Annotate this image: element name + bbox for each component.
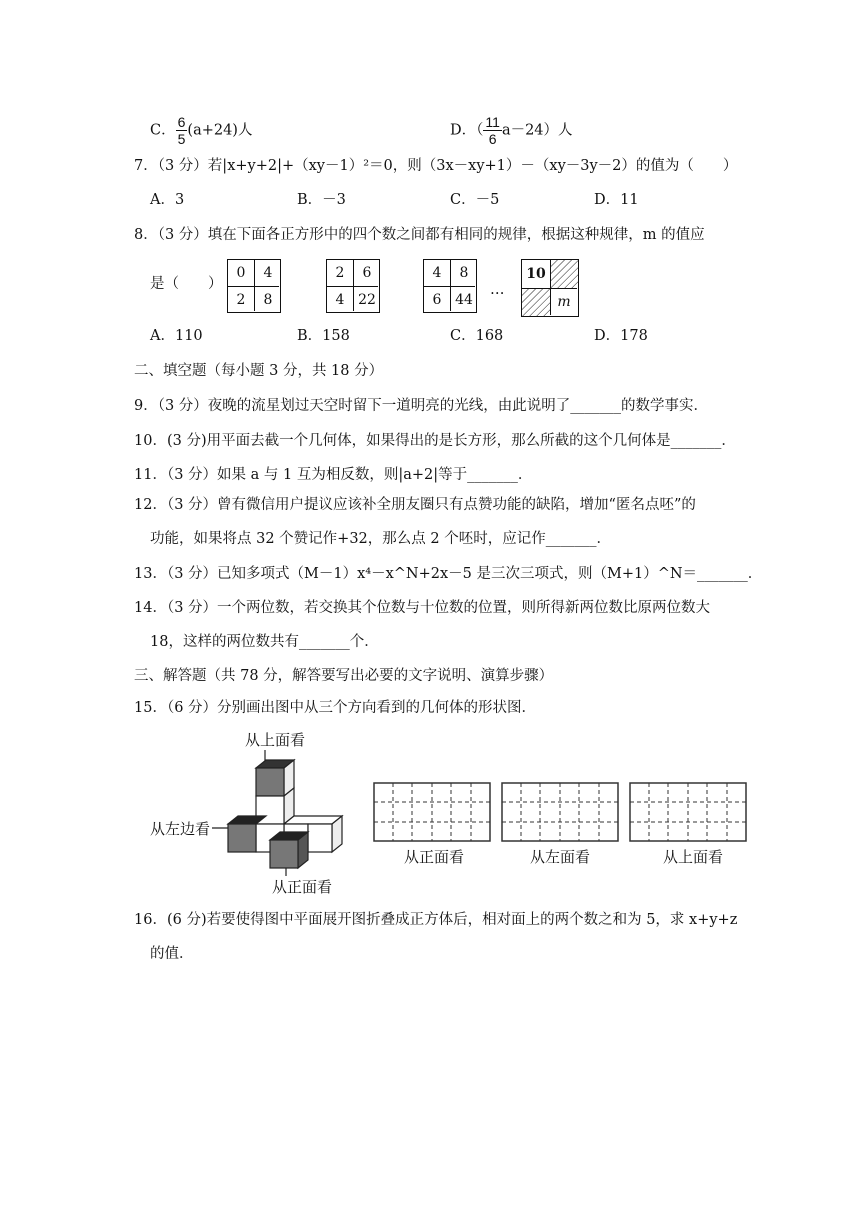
q12-text-1: 12．（3 分）曾有微信用户提议应该补全朋友圈只有点赞功能的缺陷，增加“匿名点呸”的: [134, 497, 696, 513]
q16-text-2: 的值．: [150, 946, 194, 962]
fraction: $\frac{11}{6}$: [485, 114, 500, 147]
label-left-view: 从左边看: [150, 821, 211, 838]
grid-label-front: 从正面看: [404, 849, 465, 866]
fraction: $\frac{6}{5}$: [177, 114, 186, 147]
cube-figure: [210, 748, 355, 883]
section-3-heading: 三、解答题（共 78 分，解答要写出必要的文字说明、演算步骤）: [134, 668, 554, 684]
q12-text-2: 功能，如果将点 32 个赞记作+32，那么点 2 个呸时，应记作_______．: [150, 531, 611, 547]
q8-option-c: C．168: [450, 328, 504, 344]
grid-label-top: 从上面看: [663, 849, 724, 866]
grid-label-left: 从左面看: [530, 849, 591, 866]
q16-text-1: 16．(6 分)若要使得图中平面展开图折叠成正方体后，相对面上的两个数之和为 5，求 x+y+z: [134, 912, 738, 928]
q14-text-1: 14．（3 分）一个两位数，若交换其个位数与十位数的位置，则所得新两位数比原两位数大: [134, 600, 711, 616]
q7-option-a: A．3: [150, 192, 185, 208]
number-square-1: 0 4 2 8: [227, 259, 281, 313]
ellipsis: …: [490, 282, 505, 298]
q8-option-b: B．158: [297, 328, 350, 344]
q11-text: 11．（3 分）如果 a 与 1 互为相反数，则|a+2|等于_______．: [134, 467, 533, 483]
q14-text-2: 18，这样的两位数共有_______个．: [150, 634, 379, 650]
q9-text: 9．（3 分）夜晚的流星划过天空时留下一道明亮的光线，由此说明了_______的数学事实．: [134, 398, 709, 414]
q8-option-a: A．110: [150, 328, 203, 344]
label-front-view: 从正面看: [272, 879, 333, 896]
hatched-cell: [550, 260, 578, 288]
q10-text: 10．(3 分)用平面去截一个几何体，如果得出的是长方形，那么所截的这个几何体是_______．: [134, 433, 736, 449]
q15-text: 15．（6 分）分别画出图中从三个方向看到的几何体的形状图．: [134, 700, 537, 716]
label-top-view: 从上面看: [245, 732, 306, 749]
number-square-4: 10 m: [521, 259, 579, 317]
number-square-3: 4 8 6 44: [423, 259, 477, 313]
hatched-cell: [522, 288, 550, 316]
grid-top-view: [629, 782, 747, 842]
q7-option-d: D．11: [594, 192, 639, 208]
q7-option-b: B．－3: [297, 192, 346, 208]
number-square-2: 2 6 4 22: [326, 259, 380, 313]
q8-text-2: 是（ ）: [150, 276, 223, 292]
grid-left-view: [501, 782, 619, 842]
q7-text: 7．（3 分）若|x+y+2|+（xy－1）²＝0，则（3x－xy+1）－（xy－3y－2）的值为（ ）: [134, 158, 738, 174]
q8-option-d: D．178: [594, 328, 648, 344]
section-2-heading: 二、填空题（每小题 3 分，共 18 分）: [134, 363, 384, 379]
q8-text: 8．（3 分）填在下面各正方形中的四个数之间都有相同的规律，根据这种规律，m 的值应: [134, 227, 705, 243]
q6-option-c: C． $\frac{6}{5}$ (a+24)人: [150, 114, 253, 147]
q6-option-d: D．（ $\frac{11}{6}$ a－24）人: [450, 114, 573, 147]
q13-text: 13．（3 分）已知多项式（M－1）x⁴－x^N+2x－5 是三次三项式，则（M+1）^N＝_______．: [134, 566, 763, 582]
q7-option-c: C．－5: [450, 192, 500, 208]
grid-front-view: [373, 782, 491, 842]
